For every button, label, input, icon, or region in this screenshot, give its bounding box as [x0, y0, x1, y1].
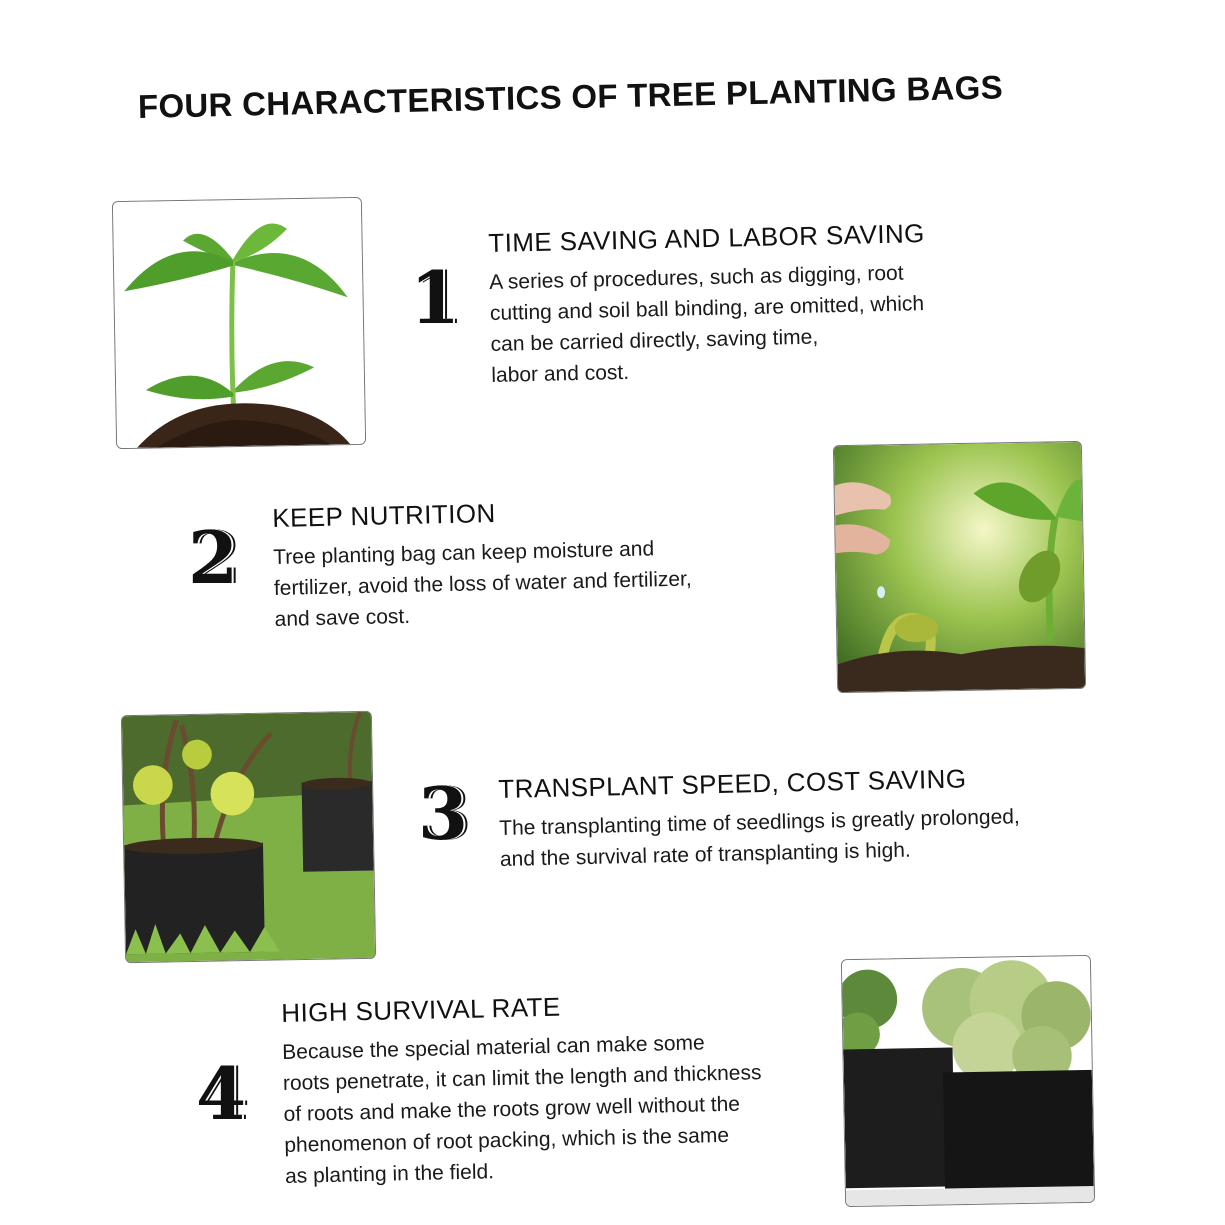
seedling-photo — [112, 197, 366, 449]
grow-bags-grass-photo — [121, 711, 376, 963]
feature-3-line: The transplanting time of seedlings is greatly prolonged, — [498, 805, 1021, 840]
feature-2 — [272, 494, 693, 635]
feature-4-line: roots penetrate, it can limit the length and thickness — [282, 1061, 762, 1095]
feature-3-line: and the survival rate of transplanting is high. — [499, 838, 912, 871]
fabric-pots-shrubs-photo — [841, 955, 1095, 1207]
feature-1-line: labor and cost. — [491, 360, 630, 387]
feature-2-text — [273, 533, 693, 635]
feature-4 — [281, 987, 764, 1192]
feature-4-text — [282, 1026, 764, 1192]
number-two: 2 — [188, 515, 239, 600]
number-one: 1 — [410, 255, 461, 340]
feature-1-line: can be carried directly, saving time, — [490, 325, 819, 356]
feature-4-heading: HIGH SURVIVAL RATE — [281, 991, 561, 1028]
feature-3-heading: TRANSPLANT SPEED, COST SAVING — [498, 763, 967, 804]
feature-4-line: Because the special material can make some — [281, 1031, 705, 1064]
feature-1-heading: TIME SAVING AND LABOR SAVING — [488, 218, 926, 258]
sprout-watering-photo — [833, 441, 1086, 693]
feature-2-line: fertilizer, avoid the loss of water and fertilizer, — [273, 567, 692, 600]
feature-2-line: Tree planting bag can keep moisture and — [272, 537, 655, 569]
feature-4-line: of roots and make the roots grow well without the — [283, 1092, 741, 1126]
number-four: 4 — [196, 1051, 247, 1136]
feature-1 — [488, 218, 928, 391]
page-title: FOUR CHARACTERISTICS OF TREE PLANTING BAGS — [137, 68, 1004, 125]
feature-2-line: and save cost. — [274, 604, 411, 631]
feature-3 — [498, 762, 1021, 875]
feature-4-line: phenomenon of root packing, which is the same — [284, 1123, 730, 1157]
feature-2-heading: KEEP NUTRITION — [272, 497, 496, 533]
number-three: 3 — [418, 771, 469, 856]
feature-1-text — [489, 257, 928, 391]
feature-3-text — [499, 801, 1021, 875]
feature-1-line: A series of procedures, such as digging, root — [488, 261, 904, 294]
feature-1-line: cutting and soil ball binding, are omitted, which — [489, 292, 925, 325]
feature-4-line: as planting in the field. — [284, 1160, 495, 1188]
